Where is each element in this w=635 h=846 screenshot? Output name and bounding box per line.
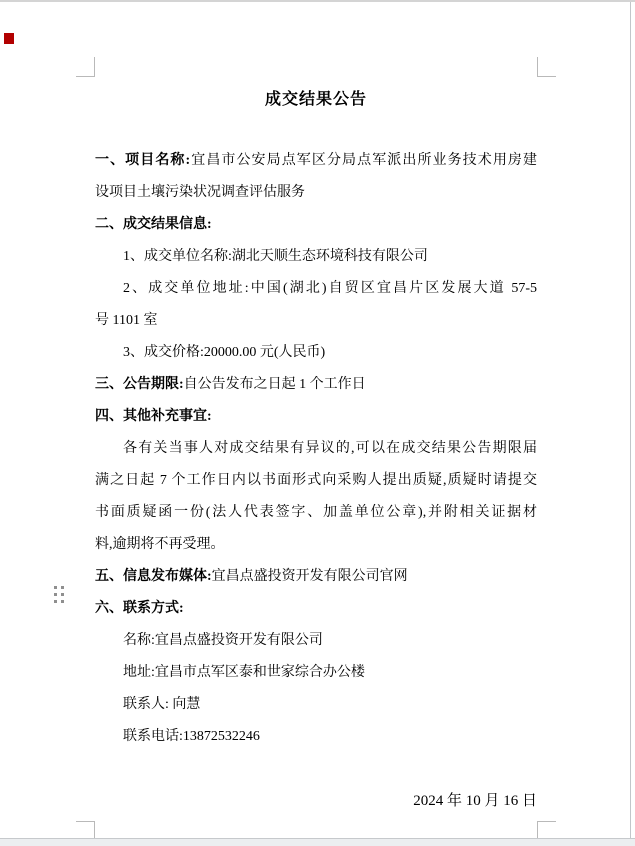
doc-line — [95, 145, 537, 177]
doc-text-segment: 满之日起 7 个工作日内以书面形式向采购人提出质疑,质疑时请提交 — [95, 473, 537, 488]
document-text-area — [95, 84, 537, 817]
drag-handle-dot — [61, 593, 64, 596]
doc-text-segment: 各有关当事人对成交结果有异议的,可以在成交结果公告期限届 — [123, 441, 537, 456]
red-marker-icon — [4, 33, 14, 44]
doc-text-segment: 料,逾期将不再受理。 — [95, 537, 225, 552]
doc-heading-segment: 二、成交结果信息: — [95, 217, 212, 232]
doc-text-segment: 宜昌点盛投资开发有限公司官网 — [211, 569, 408, 584]
margin-crop-mark-bottom-left — [76, 821, 95, 838]
doc-heading-segment: 四、其他补充事宜: — [95, 409, 212, 424]
doc-line — [95, 561, 537, 593]
doc-line — [95, 401, 537, 433]
doc-text-segment: 设项目土壤污染状况调查评估服务 — [95, 185, 305, 200]
doc-line — [95, 657, 537, 689]
doc-text-segment: 1、成交单位名称:湖北天顺生态环境科技有限公司 — [123, 249, 428, 264]
doc-line — [95, 689, 537, 721]
margin-crop-mark-top-right — [537, 57, 556, 77]
drag-handle-dot — [54, 593, 57, 596]
doc-text-segment: 名称:宜昌点盛投资开发有限公司 — [123, 633, 323, 648]
page-top-edge — [0, 0, 635, 2]
doc-line — [95, 305, 537, 337]
doc-body — [95, 145, 537, 753]
doc-text-segment: 书面质疑函一份(法人代表签字、加盖单位公章),并附相关证据材 — [95, 505, 537, 520]
margin-crop-mark-bottom-right — [537, 821, 556, 838]
drag-handle-dot — [54, 600, 57, 603]
doc-line — [95, 529, 537, 561]
page-right-edge — [630, 2, 631, 838]
page-bottom-edge — [0, 838, 635, 846]
drag-handle-dot — [54, 586, 57, 589]
doc-line — [95, 273, 537, 305]
doc-heading-segment: 一、项目名称: — [95, 153, 191, 168]
doc-text-segment: 3、成交价格:20000.00 元(人民币) — [123, 345, 326, 360]
doc-text-segment: 宜昌市公安局点军区分局点军派出所业务技术用房建 — [190, 153, 537, 168]
doc-heading-segment: 五、信息发布媒体: — [95, 569, 212, 584]
doc-line — [95, 209, 537, 241]
doc-line — [95, 721, 537, 753]
doc-line — [95, 497, 537, 529]
doc-line — [95, 433, 537, 465]
page-title: 成交结果公告 — [264, 91, 367, 108]
doc-text-segment: 号 1101 室 — [95, 313, 158, 328]
doc-heading-segment: 六、联系方式: — [95, 601, 184, 616]
doc-line — [95, 593, 537, 625]
announcement-date: 2024 年 10 月 16 日 — [413, 793, 537, 809]
doc-line — [95, 625, 537, 657]
margin-crop-mark-top-left — [76, 57, 95, 77]
doc-text-segment: 2、成交单位地址:中国(湖北)自贸区宜昌片区发展大道 57-5 — [123, 281, 537, 296]
doc-line — [95, 337, 537, 369]
doc-line — [95, 177, 537, 209]
drag-handle-dot — [61, 600, 64, 603]
doc-text-segment: 联系电话:13872532246 — [123, 729, 260, 744]
doc-heading-segment: 三、公告期限: — [95, 377, 184, 392]
doc-line — [95, 465, 537, 497]
doc-text-segment: 联系人: 向慧 — [123, 697, 201, 712]
doc-line — [95, 241, 537, 273]
drag-handle-dot — [61, 586, 64, 589]
drag-handle-icon[interactable] — [54, 586, 64, 603]
doc-text-segment: 地址:宜昌市点军区泰和世家综合办公楼 — [123, 665, 365, 680]
doc-text-segment: 自公告发布之日起 1 个工作日 — [183, 377, 366, 392]
doc-line — [95, 369, 537, 401]
